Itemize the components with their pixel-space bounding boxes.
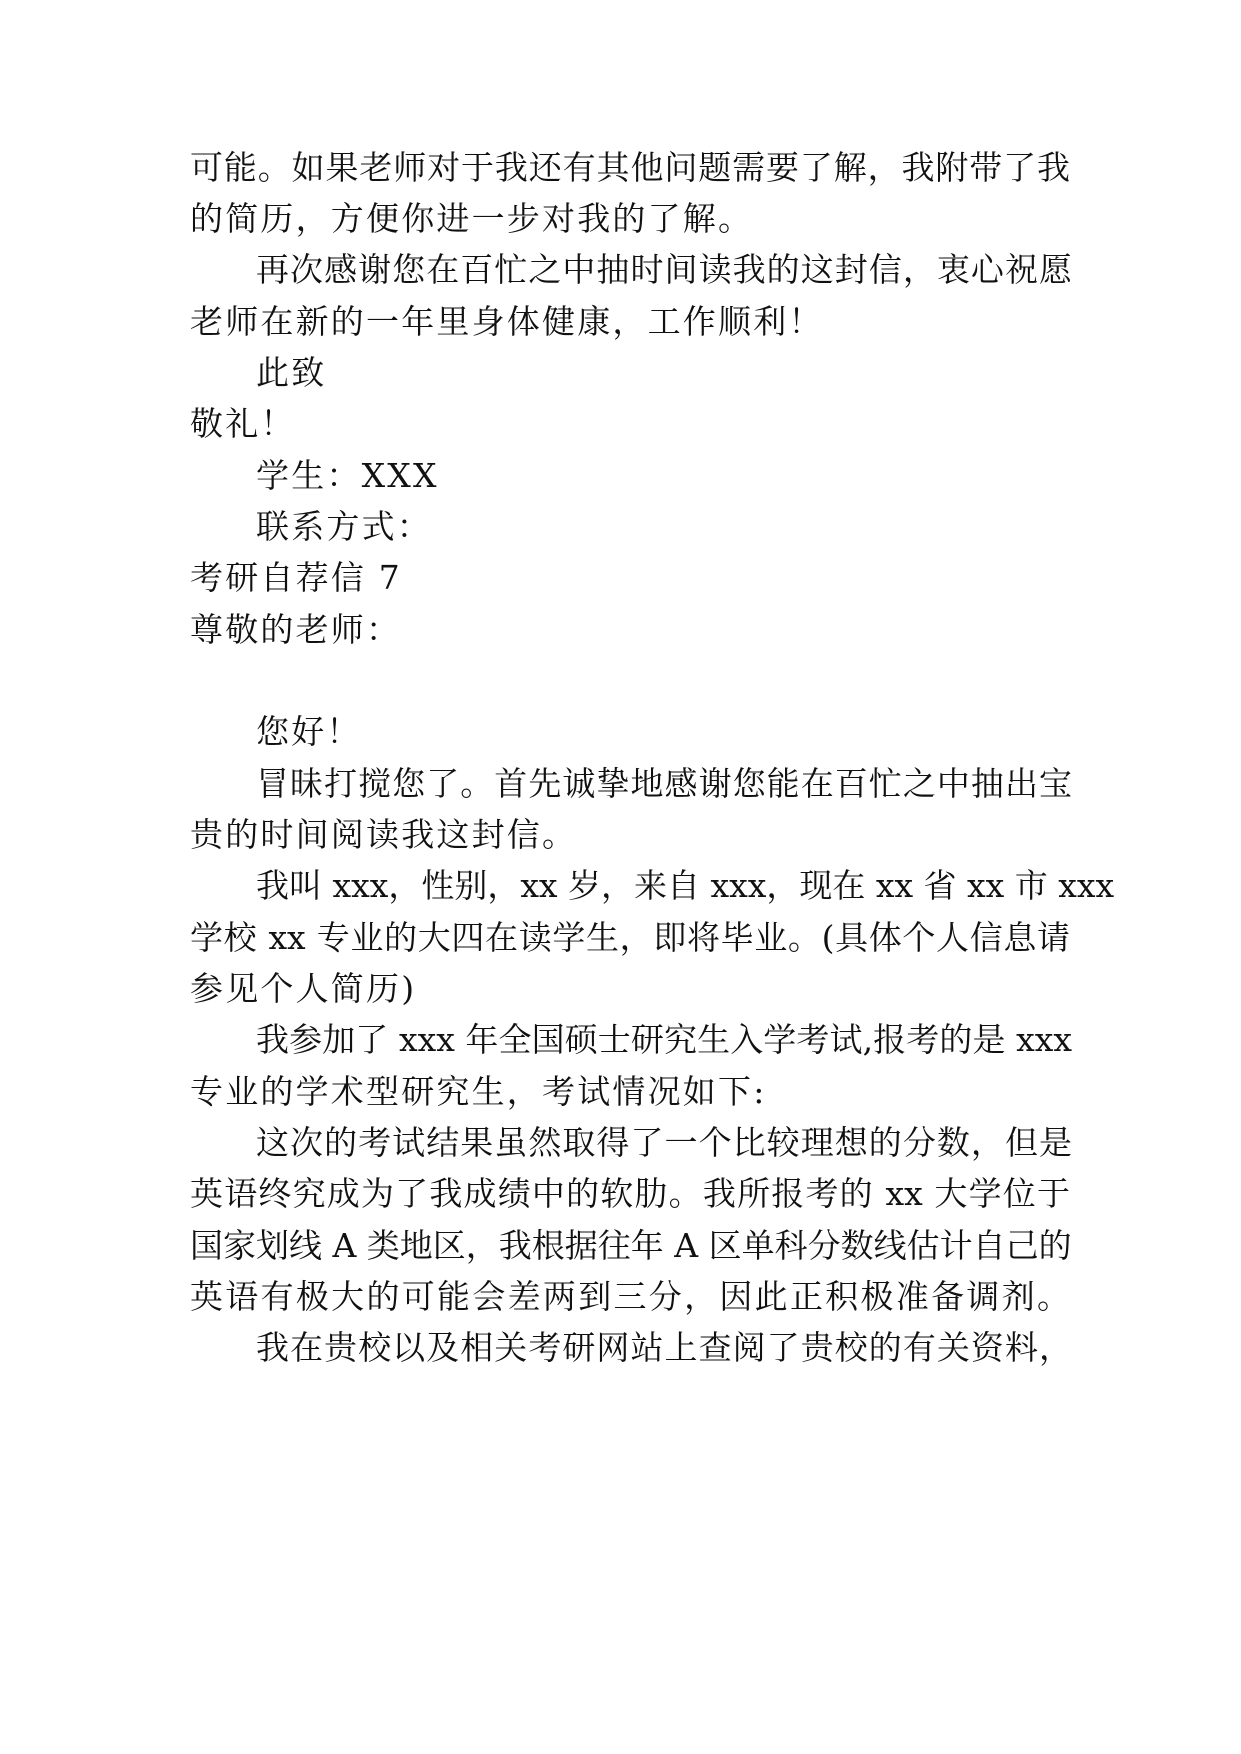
text-line: 我叫 xxx，性别，xx 岁，来自 xxx，现在 xx 省 xx 市 xxx bbox=[256, 866, 1115, 905]
text-line: 这次的考试结果虽然取得了一个比较理想的分数，但是 bbox=[256, 1123, 1072, 1162]
text-line: 可能。如果老师对于我还有其他问题需要了解，我附带了我 bbox=[190, 148, 1070, 187]
text-line: 专业的学术型研究生，考试情况如下: bbox=[190, 1072, 767, 1111]
text-line: 的简历，方便你进一步对我的了解。 bbox=[190, 199, 754, 238]
greeting-hello: 您好！ bbox=[256, 712, 362, 751]
text-line: 再次感谢您在百忙之中抽时间读我的这封信，衷心祝愿 bbox=[256, 250, 1072, 289]
closing-salutation: 此致 bbox=[256, 353, 327, 392]
text-line: 我在贵校以及相关考研网站上查阅了贵校的有关资料， bbox=[256, 1328, 1072, 1367]
closing-regards: 敬礼！ bbox=[190, 404, 296, 443]
text-line: 国家划线 A 类地区，我根据往年 A 区单科分数线估计自己的 bbox=[190, 1226, 1072, 1265]
section-title: 考研自荐信 7 bbox=[190, 558, 402, 597]
text-line: 学校 xx 专业的大四在读学生，即将毕业。(具体个人信息请 bbox=[190, 918, 1070, 957]
text-line: 贵的时间阅读我这封信。 bbox=[190, 815, 578, 854]
signature-contact: 联系方式： bbox=[256, 507, 432, 546]
text-line: 参见个人简历) bbox=[190, 969, 417, 1008]
text-line: 英语终究成为了我成绩中的软肋。我所报考的 xx 大学位于 bbox=[190, 1174, 1070, 1213]
greeting: 尊敬的老师： bbox=[190, 610, 402, 649]
text-line: 老师在新的一年里身体健康，工作顺利！ bbox=[190, 302, 824, 341]
text-line: 英语有极大的可能会差两到三分，因此正积极准备调剂。 bbox=[190, 1277, 1070, 1316]
text-line: 我参加了 xxx 年全国硕士研究生入学考试,报考的是 xxx bbox=[256, 1020, 1072, 1059]
signature-student: 学生：XXX bbox=[256, 456, 439, 495]
text-line: 冒昧打搅您了。首先诚挚地感谢您能在百忙之中抽出宝 bbox=[256, 764, 1072, 803]
